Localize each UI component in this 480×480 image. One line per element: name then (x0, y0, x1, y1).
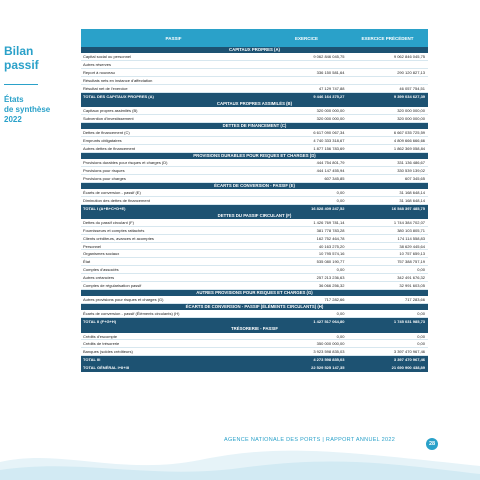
previous-value: 1 744 384 702,07 (393, 219, 426, 225)
row-label: Écarts de conversion - passif (E) (83, 189, 141, 195)
current-value: 717 282,66 (324, 297, 345, 303)
row-label: Provisions pour risques (83, 167, 125, 173)
table-row (81, 310, 428, 318)
current-value: 0,00 (336, 189, 345, 195)
row-label: Autres dettes de financement (83, 145, 136, 151)
previous-value: 46 057 754,51 (399, 85, 426, 91)
previous-value: 0,00 (417, 267, 426, 273)
current-value: 4 273 598 835,03 (313, 357, 345, 363)
previous-value: 331 136 486,67 (397, 159, 426, 165)
row-label: Crédits d'escompte (83, 333, 118, 339)
table-row (81, 137, 428, 145)
previous-value: 380 103 805,71 (397, 227, 426, 233)
row-label: Subvention d'investissement (83, 115, 134, 121)
header-current: EXERCICE (294, 35, 318, 41)
table-row (81, 219, 428, 227)
total-row (81, 364, 428, 372)
section-header: ÉCARTS DE CONVERSION - PASSIF (ÉLÉMENTS CIRCULANTS) (H) (81, 304, 428, 310)
header-previous: EXERCICE PRÉCÉDENT (361, 35, 414, 41)
current-value: 3 923 598 835,03 (313, 349, 345, 355)
table-row (81, 227, 428, 235)
previous-value: 330 539 139,02 (397, 167, 426, 173)
section-header: DETTES DU PASSIF CIRCULANT (F) (81, 213, 428, 219)
row-label: Écarts de conversion - passif (Éléments circulants) (H) (83, 311, 180, 317)
row-label: TOTAL III (83, 357, 101, 363)
current-value: 444 754 801,79 (316, 159, 345, 165)
previous-value: 9 399 034 627,39 (393, 93, 426, 99)
title-divider (4, 84, 38, 85)
current-value: 1 427 517 064,80 (313, 319, 345, 325)
current-value: 607 345,85 (324, 175, 345, 181)
previous-value: 9 062 846 045,75 (393, 54, 426, 60)
row-label: TOTAL GÉNÉRAL I+II+III (83, 365, 129, 371)
row-label: Résultats nets en instance d'affectation (83, 77, 153, 83)
table-row (81, 296, 428, 304)
previous-value: 342 491 676,32 (397, 275, 426, 281)
header-item: PASSIF (165, 35, 182, 41)
previous-value (347, 77, 428, 84)
section-header: TRÉSORERIE - PASSIF (81, 326, 428, 332)
current-value: 0,00 (336, 333, 345, 339)
current-value: 320 000 000,00 (316, 115, 345, 121)
previous-value: 607 345,65 (404, 175, 426, 181)
current-value: 350 000 000,00 (316, 341, 345, 347)
current-value: 22 529 525 147,35 (311, 365, 345, 371)
table-row (81, 348, 428, 356)
section-header: AUTRES PROVISIONS POUR RISQUES ET CHARGES (G) (81, 290, 428, 296)
total-row (81, 356, 428, 364)
current-value: 257 213 236,63 (316, 275, 345, 281)
current-value: 1 877 156 783,69 (313, 145, 345, 151)
section-header: DETTES DE FINANCEMENT (C) (81, 123, 428, 129)
table-row (81, 115, 428, 123)
row-label: TOTAL I (A+B+C+D+E) (83, 205, 126, 211)
table-row (81, 85, 428, 93)
row-label: TOTAL DES CAPITAUX PROPRES (A) (83, 93, 154, 99)
previous-value: 0,00 (417, 311, 426, 317)
table-row (81, 159, 428, 167)
previous-value: 21 690 900 438,89 (391, 365, 426, 371)
current-value (267, 61, 348, 68)
table-body (81, 47, 428, 372)
current-value: 535 080 190,77 (316, 259, 345, 265)
table-header (81, 29, 428, 47)
current-value: 40 163 275,20 (318, 243, 345, 249)
row-label: Capital social ou personnel (83, 54, 132, 60)
previous-value: 320 000 000,00 (397, 107, 426, 113)
row-label: Dettes du passif circulant (F) (83, 219, 134, 225)
previous-value: 0,00 (417, 341, 426, 347)
row-label: Provisions pour charges (83, 175, 126, 181)
footer-wave-decoration (0, 440, 480, 480)
table-row (81, 129, 428, 137)
previous-value: 320 000 000,00 (397, 115, 426, 121)
table-row (81, 235, 428, 243)
current-value: 9 446 164 375,27 (313, 93, 345, 99)
table-row (81, 167, 428, 175)
previous-value: 717 283,66 (404, 297, 426, 303)
current-value: 1 426 769 781,14 (313, 219, 345, 225)
row-label: Clients créditeurs, avances et acomptes (83, 235, 154, 241)
section-header: ÉCARTS DE CONVERSION - PASSIF (E) (81, 183, 428, 189)
row-label: Report à nouveau (83, 70, 115, 76)
current-value: 444 147 455,94 (316, 167, 345, 173)
current-value: 162 752 464,78 (316, 235, 345, 241)
section-header: CAPITAUX PROPRES ASSIMILÉS (B) (81, 101, 428, 107)
current-value: 0,00 (336, 311, 345, 317)
table-row (81, 197, 428, 205)
page-number: 28 (426, 438, 438, 450)
previous-value: 6 667 035 725,59 (393, 130, 426, 136)
current-value: 10 795 574,16 (318, 251, 345, 257)
table-row (81, 145, 428, 153)
previous-value: 0,00 (417, 333, 426, 339)
current-value: 0,00 (336, 197, 345, 203)
table-row (81, 107, 428, 115)
row-label: Autres provisions pour risques et charges (G) (83, 297, 164, 303)
previous-value: 31 168 648,14 (399, 189, 426, 195)
table-row (81, 175, 428, 183)
current-value: 16 828 409 247,52 (311, 205, 345, 211)
previous-value: 16 548 397 485,75 (391, 205, 426, 211)
row-label: Crédits de trésorerie (83, 341, 120, 347)
section-header: CAPITAUX PROPRES (A) (81, 47, 428, 53)
table-row (81, 250, 428, 258)
row-label: Diminution des dettes de financement (83, 197, 150, 203)
sidebar (4, 44, 84, 125)
row-label: Fournisseurs et comptes rattachés (83, 227, 145, 233)
row-label: Banques (soldes créditeurs) (83, 349, 133, 355)
row-label: Autres créanciers (83, 275, 115, 281)
current-value: 0,00 (336, 267, 345, 273)
section-header: PROVISIONS DURABLES POUR RISQUES ET CHARGES (D) (81, 153, 428, 159)
current-value: 36 066 256,32 (318, 283, 345, 289)
total-row (81, 205, 428, 213)
previous-value: 174 114 558,83 (397, 235, 426, 241)
table-row (81, 274, 428, 282)
row-label: Résultat net de l'exercice (83, 85, 128, 91)
row-label: Personnel (83, 243, 102, 249)
balance-sheet-table (81, 29, 428, 372)
section-title: Bilan passif (4, 44, 39, 72)
row-label: Autres réserves (83, 62, 112, 68)
previous-value: 1 745 031 985,73 (393, 319, 426, 325)
current-value: 320 000 000,00 (316, 107, 345, 113)
previous-value: 3 397 470 967,46 (393, 349, 426, 355)
row-label: Dettes de financement (C) (83, 130, 130, 136)
row-label: Comptes de régularisation passif (83, 283, 142, 289)
section-subtitle: États de synthèse 2022 (4, 95, 51, 124)
previous-value: 1 862 369 058,84 (393, 145, 426, 151)
current-value: 9 062 846 045,75 (313, 54, 345, 60)
previous-value: 290 120 827,13 (397, 70, 426, 76)
table-row (81, 77, 428, 85)
row-label: Organismes sociaux (83, 251, 120, 257)
total-row (81, 93, 428, 101)
previous-value: 10 757 659,13 (399, 251, 426, 257)
table-row (81, 53, 428, 61)
total-row (81, 318, 428, 326)
previous-value: 38 629 445,64 (399, 243, 426, 249)
previous-value: 4 809 666 666,66 (393, 137, 426, 143)
row-label: TOTAL II (F+G+H) (83, 319, 117, 325)
row-label: État (83, 259, 91, 265)
current-value (267, 77, 348, 84)
table-row (81, 266, 428, 274)
table-row (81, 61, 428, 69)
previous-value: 32 991 603,05 (399, 283, 426, 289)
current-value: 381 778 783,28 (316, 227, 345, 233)
table-row (81, 243, 428, 251)
previous-value: 3 397 470 967,46 (393, 357, 426, 363)
table-row (81, 69, 428, 77)
previous-value: 757 388 757,19 (397, 259, 426, 265)
footer-text: AGENCE NATIONALE DES PORTS | RAPPORT ANNUEL 2022 (224, 437, 396, 443)
current-value: 47 129 747,88 (318, 85, 345, 91)
row-label: Capitaux propres assimilés (B) (83, 107, 138, 113)
current-value: 336 150 581,64 (316, 70, 345, 76)
table-row (81, 258, 428, 266)
previous-value (347, 61, 428, 68)
table-row (81, 333, 428, 341)
current-value: 4 740 333 318,67 (313, 137, 345, 143)
previous-value: 31 168 648,14 (399, 197, 426, 203)
row-label: Provisions durables pour risques et charges (D) (83, 159, 168, 165)
row-label: Comptes d'associés (83, 267, 119, 273)
current-value: 6 617 090 067,34 (313, 130, 345, 136)
table-row (81, 189, 428, 197)
row-label: Emprunts obligataires (83, 137, 122, 143)
table-row (81, 282, 428, 290)
table-row (81, 340, 428, 348)
